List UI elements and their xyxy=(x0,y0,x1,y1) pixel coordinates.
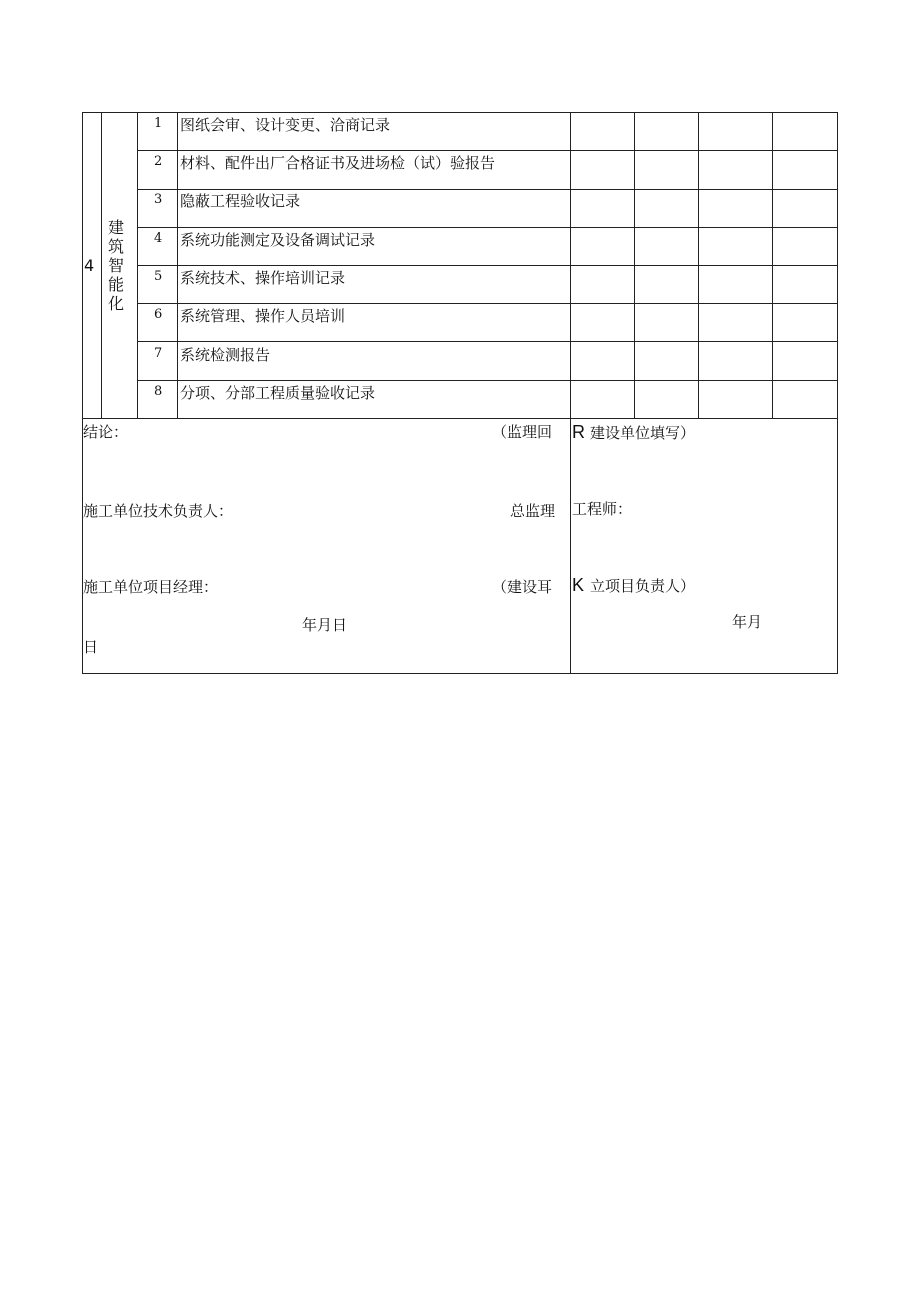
chief-supervisor-label: 总监理 xyxy=(510,502,556,520)
row-divider xyxy=(137,150,838,151)
col-divider xyxy=(634,112,635,418)
supervisor-note: （监理回 xyxy=(492,423,553,441)
row-item: 隐蔽工程验收记录 xyxy=(180,192,301,210)
project-lead-note: 立项目负责人） xyxy=(590,577,696,595)
table-border-top xyxy=(82,112,838,113)
section-category: 建筑智能化 xyxy=(107,218,124,313)
row-divider xyxy=(137,227,838,228)
row-number: 3 xyxy=(154,192,163,207)
table-border-right xyxy=(837,112,838,674)
row-number: 4 xyxy=(154,231,163,246)
row-divider xyxy=(137,341,838,342)
row-divider xyxy=(137,380,838,381)
row-number: 6 xyxy=(154,307,163,322)
date-label-right: 年月 xyxy=(732,613,763,631)
acceptance-form xyxy=(82,112,838,674)
mark-k: K xyxy=(572,575,585,595)
col-divider xyxy=(698,112,699,418)
row-item: 系统管理、操作人员培训 xyxy=(180,307,346,325)
table-border-bottom xyxy=(82,673,838,674)
row-item: 系统检测报告 xyxy=(180,346,271,364)
col-divider xyxy=(137,112,138,418)
row-item: 图纸会审、设计变更、洽商记录 xyxy=(180,116,391,134)
col-divider xyxy=(101,112,102,418)
conclusion-label: 结论： xyxy=(83,423,129,441)
row-number: 5 xyxy=(154,269,163,284)
builder-note: （建设耳 xyxy=(492,578,553,596)
engineer-label: 工程师： xyxy=(572,500,633,518)
row-item: 材料、配件出厂合格证书及进场检（试）验报告 xyxy=(180,154,496,172)
row-divider xyxy=(137,189,838,190)
row-item: 分项、分部工程质量验收记录 xyxy=(180,384,376,402)
row-divider xyxy=(137,303,838,304)
row-divider xyxy=(137,265,838,266)
project-manager-label: 施工单位项目经理： xyxy=(83,578,219,596)
row-item: 系统功能测定及设备调试记录 xyxy=(180,231,376,249)
row-number: 2 xyxy=(154,154,163,169)
builder-fill-note: 建设单位填写） xyxy=(590,424,696,442)
day-label: 日 xyxy=(83,638,99,656)
row-item: 系统技术、操作培训记录 xyxy=(180,269,346,287)
col-divider xyxy=(570,112,571,674)
row-number: 7 xyxy=(154,346,163,361)
col-divider xyxy=(177,112,178,418)
section-number: 4 xyxy=(84,256,95,275)
col-divider xyxy=(772,112,773,418)
table-footer-divider xyxy=(82,418,838,419)
row-number: 1 xyxy=(154,116,163,131)
tech-lead-label: 施工单位技术负责人： xyxy=(83,502,234,520)
mark-r: R xyxy=(572,422,585,442)
date-label: 年月日 xyxy=(302,616,348,634)
row-number: 8 xyxy=(154,384,163,399)
